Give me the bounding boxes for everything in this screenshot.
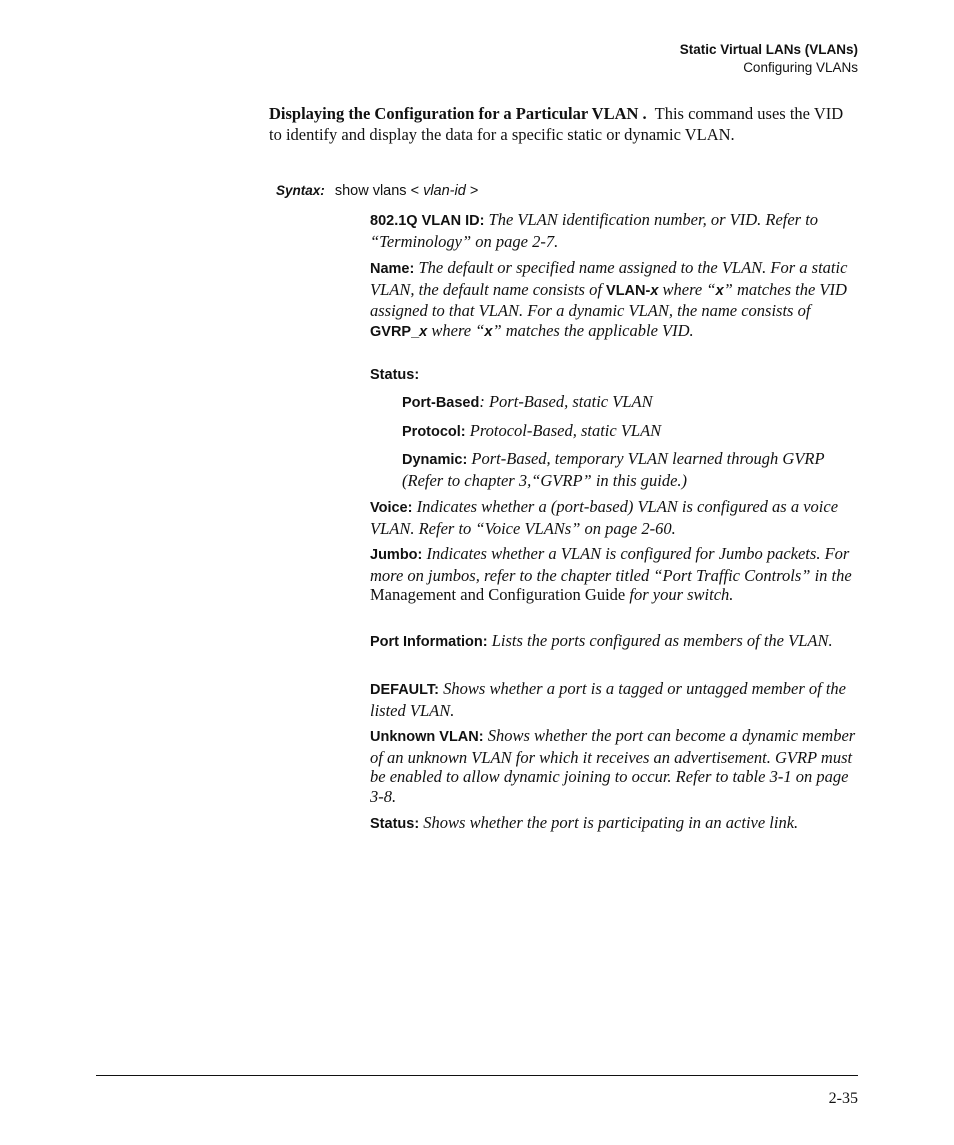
intro-text-1: This command: [654, 104, 754, 123]
desc-name-d: where “: [431, 320, 485, 340]
entry-vlan-id: [370, 210, 858, 251]
desc-name-c: ” matches the VID assigned to that VLAN. For a dynamic VLAN, the name consists of: [370, 279, 847, 321]
term-port-status: Status:: [370, 816, 420, 832]
var-x-2: x: [484, 323, 493, 340]
desc-default: Shows whether a port is a tagged or untagged member of the listed VLAN.: [370, 679, 846, 720]
desc-vlan-id: The VLAN identification number, or VID. Refer to “Terminology” on page 2-7.: [370, 210, 819, 251]
code-gvrp-x: [370, 324, 427, 340]
code-vlan-var: x: [650, 282, 659, 299]
chapter-title: Static Virtual LANs (VLANs): [679, 42, 858, 57]
desc-dynamic: Port-Based, temporary VLAN learned through GVRP (Refer to chapter 3,“GVRP” in this guide.): [402, 449, 825, 490]
entry-port-based: [402, 392, 858, 414]
term-voice: Voice:: [370, 500, 413, 516]
term-unknown-vlan: Unknown VLAN:: [370, 729, 484, 745]
entry-status: [370, 364, 858, 386]
desc-jumbo-a: Indicates whether a VLAN is configured for Jumbo packets. For more on jumbos, refer to the chapter titled “Port Traffic Controls” in the: [370, 544, 852, 585]
desc-port-status: Shows whether the port is participating in an active link.: [423, 813, 799, 832]
running-header: [680, 41, 858, 77]
syntax-line: [276, 183, 478, 199]
syntax-param: vlan-id: [423, 183, 466, 199]
intro-heading: Displaying the Configuration for a Particular VLAN .: [269, 104, 647, 123]
desc-name-a: The default or specified name assigned to the VLAN. For a static VLAN, the default name consists of: [370, 258, 848, 299]
desc-port-based: : Port-Based, static VLAN: [479, 392, 653, 411]
entry-port-information: [370, 631, 858, 653]
term-status: Status:: [370, 367, 420, 383]
entry-name: [370, 258, 858, 342]
entry-protocol: [402, 421, 858, 443]
term-jumbo: Jumbo:: [370, 547, 423, 563]
desc-jumbo-b: for your switch.: [629, 585, 734, 605]
term-default: DEFAULT:: [370, 682, 440, 698]
term-vlan-id: 802.1Q VLAN ID:: [370, 213, 485, 229]
footer-rule: [96, 1075, 858, 1076]
syntax-label: Syntax:: [276, 183, 325, 198]
intro-paragraph: [269, 103, 859, 145]
term-port-based: Port-Based: [402, 395, 480, 411]
entry-jumbo: [370, 544, 858, 605]
desc-port-information: Lists the ports configured as members of the VLAN.: [491, 631, 833, 650]
entry-voice: [370, 497, 858, 538]
desc-voice: Indicates whether a (port-based) VLAN is configured as a voice VLAN. Refer to “Voice VLANs” on page 2-60.: [370, 497, 839, 538]
desc-protocol: Protocol-Based, static VLAN: [469, 421, 662, 440]
var-x-1: x: [715, 282, 724, 299]
intro-text-2: uses the VID to identify and display the data for a specific static or dynamic: [269, 104, 844, 144]
code-vlan-prefix: VLAN-: [606, 282, 651, 299]
desc-name-e: ” matches the applicable VID.: [492, 320, 694, 340]
code-vlan-x: [606, 283, 658, 299]
syntax-close: >: [469, 183, 479, 199]
code-gvrp-prefix: GVRP_: [370, 323, 420, 340]
entry-default: [370, 679, 858, 720]
entry-dynamic: [402, 449, 858, 490]
code-gvrp-var: x: [419, 323, 428, 340]
entry-unknown-vlan: [370, 726, 858, 806]
entry-port-status: [370, 813, 858, 835]
guide-title: Management and Configuration Guide: [370, 585, 626, 605]
term-name: Name:: [370, 261, 415, 277]
term-port-information: Port Information:: [370, 634, 488, 650]
term-protocol: Protocol:: [402, 424, 466, 440]
section-title: Configuring VLANs: [743, 60, 858, 75]
page-number: 2-35: [828, 1090, 858, 1107]
desc-name-b: where “: [662, 279, 716, 299]
term-dynamic: Dynamic:: [402, 452, 468, 468]
intro-text-3: VLAN.: [684, 125, 735, 144]
desc-unknown-vlan: Shows whether the port can become a dynamic member of an unknown VLAN for which it receives an advertisement. GVRP must be enabled to allow dynamic joining to occur. Refer to table 3-1 on page 3-8.: [370, 726, 856, 806]
syntax-command: show vlans <: [334, 183, 420, 199]
